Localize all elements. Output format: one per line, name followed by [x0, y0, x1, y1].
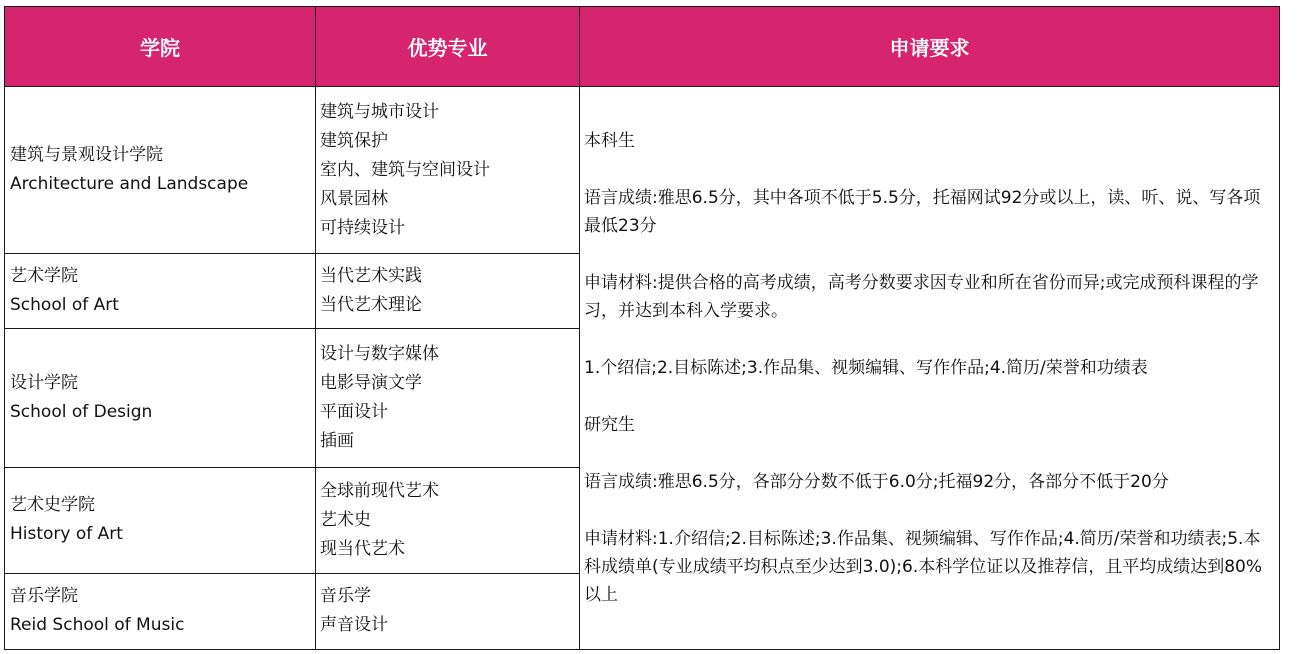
major-item: 当代艺术实践	[320, 266, 422, 287]
requirements-cell	[580, 87, 1280, 650]
undergrad-documents: 1.个绍信;2.目标陈述;3.作品集、视频编辑、写作作品;4.简历/荣誉和功绩表	[584, 358, 1148, 378]
majors-cell	[316, 467, 580, 573]
major-item: 当代艺术理论	[320, 295, 422, 316]
college-cell	[5, 254, 316, 329]
college-name-cn: 音乐学院	[10, 586, 78, 607]
major-item: 建筑保护	[320, 130, 388, 151]
college-name-en: Reid School of Music	[10, 615, 185, 636]
major-item: 音乐学	[320, 586, 371, 607]
majors-cell	[316, 87, 580, 254]
college-cell	[5, 87, 316, 254]
college-name-cn: 艺术学院	[10, 266, 78, 287]
undergrad-materials: 申请材料:提供合格的高考成绩，高考分数要求因专业和所在省份而异;或完成预科课程的学习，并达到本科入学要求。	[584, 273, 1259, 321]
major-item: 建筑与城市设计	[320, 101, 439, 122]
colleges-table	[4, 6, 1280, 650]
college-cell	[5, 573, 316, 649]
major-item: 声音设计	[320, 615, 388, 636]
college-name-en: School of Design	[10, 402, 153, 423]
grad-materials: 申请材料:1.介绍信;2.目标陈述;3.作品集、视频编辑、写作作品;4.简历/荣誉和功绩表;5.本科成绩单(专业成绩平均积点至少达到3.0);6.本科学位证以及推荐信，且平均成绩达到80%以上	[584, 529, 1263, 605]
major-item: 室内、建筑与空间设计	[320, 159, 490, 180]
major-item: 插画	[320, 431, 354, 452]
college-cell	[5, 467, 316, 573]
header-requirements: 申请要求	[580, 7, 1280, 87]
major-item: 可持续设计	[320, 217, 405, 238]
undergrad-title: 本科生	[584, 131, 635, 151]
college-name-en: History of Art	[10, 524, 123, 545]
major-item: 现当代艺术	[320, 538, 405, 559]
major-item: 设计与数字媒体	[320, 344, 439, 365]
major-item: 平面设计	[320, 402, 388, 423]
header-college: 学院	[5, 7, 316, 87]
college-name-cn: 设计学院	[10, 373, 78, 394]
college-name-cn: 艺术史学院	[10, 495, 95, 516]
majors-cell	[316, 573, 580, 649]
undergrad-language: 语言成绩:雅思6.5分，其中各项不低于5.5分，托福网试92分或以上，读、听、说、写各项最低23分	[584, 188, 1261, 236]
header-row	[5, 7, 1280, 87]
college-name-en: School of Art	[10, 295, 119, 316]
grad-language: 语言成绩:雅思6.5分，各部分分数不低于6.0分;托福92分，各部分不低于20分	[584, 472, 1169, 492]
major-item: 艺术史	[320, 509, 371, 530]
college-name-en: Architecture and Landscape	[10, 174, 249, 195]
majors-cell	[316, 329, 580, 467]
college-name-cn: 建筑与景观设计学院	[10, 145, 163, 166]
table-row	[5, 87, 1280, 254]
grad-title: 研究生	[584, 415, 635, 435]
majors-cell	[316, 254, 580, 329]
major-item: 全球前现代艺术	[320, 480, 439, 501]
major-item: 电影导演文学	[320, 373, 422, 394]
college-cell	[5, 329, 316, 467]
header-major: 优势专业	[316, 7, 580, 87]
major-item: 风景园林	[320, 188, 388, 209]
